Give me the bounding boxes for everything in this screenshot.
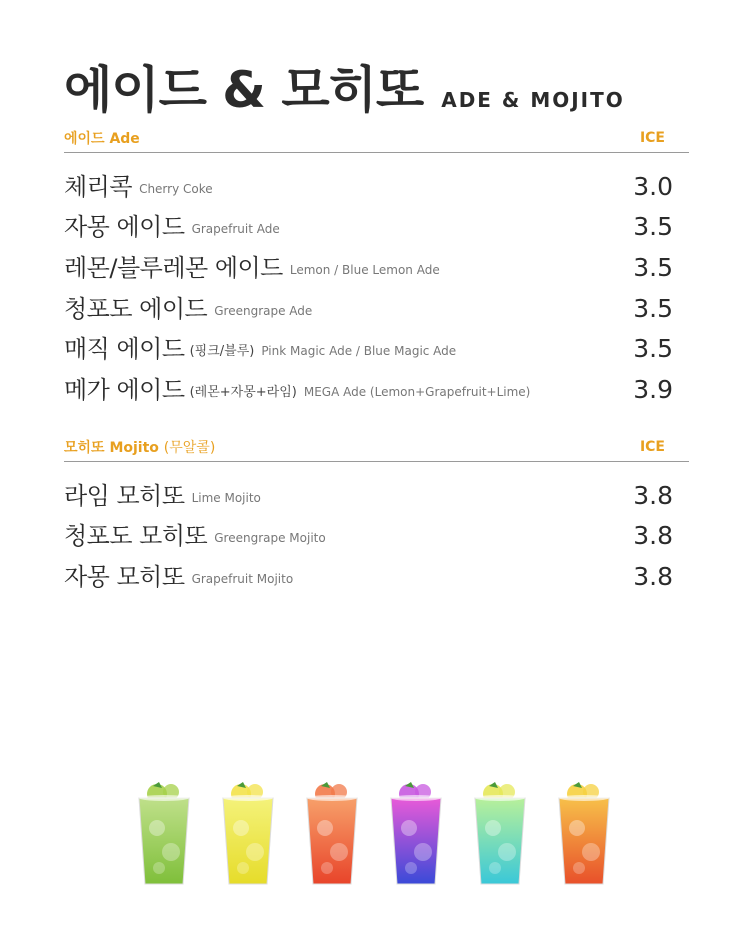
menu-item-name-en: Cherry Coke bbox=[139, 181, 213, 196]
menu-item bbox=[64, 511, 689, 552]
menu-item bbox=[64, 551, 689, 592]
ade-ice-column-label: ICE bbox=[639, 130, 665, 146]
ade-section-header bbox=[64, 128, 689, 153]
ade-title-ko: 에이드 bbox=[64, 131, 105, 147]
mojito-ice-column-label: ICE bbox=[639, 439, 665, 455]
menu-item-name-en: Lemon / Blue Lemon Ade bbox=[289, 263, 440, 278]
menu-item-option: (핑크/블루) bbox=[189, 344, 255, 360]
menu-item-name-en: Lime Mojito bbox=[191, 490, 261, 505]
menu-header bbox=[64, 50, 625, 122]
mojito-section bbox=[64, 437, 689, 592]
menu-item-name-ko: 매직 에이드 bbox=[64, 335, 185, 364]
menu-item bbox=[64, 202, 689, 243]
menu-item-name-en: Greengrape Mojito bbox=[214, 531, 326, 546]
menu-item-name-ko: 메가 에이드 bbox=[64, 376, 185, 405]
mojito-title-ko: 모히또 bbox=[64, 440, 105, 456]
menu-item-price: 3.0 bbox=[633, 171, 673, 201]
magic-ade-drink bbox=[387, 780, 445, 888]
menu-item bbox=[64, 161, 689, 202]
page-title-english: ADE & MOJITO bbox=[441, 88, 625, 112]
mojito-section-header bbox=[64, 437, 689, 462]
menu-item-price: 3.9 bbox=[633, 375, 673, 405]
menu-item-name-ko: 체리콕 bbox=[64, 172, 133, 201]
blue-lemon-ade-drink bbox=[471, 780, 529, 888]
menu-item-price: 3.5 bbox=[633, 334, 673, 364]
ade-title-en: Ade bbox=[109, 131, 140, 147]
drink-photo-strip bbox=[135, 780, 615, 890]
menu-item bbox=[64, 470, 689, 511]
mojito-title-en: Mojito bbox=[109, 440, 159, 456]
grapefruit-ade-drink bbox=[303, 780, 361, 888]
lime-mojito-drink bbox=[135, 780, 193, 888]
menu-item bbox=[64, 364, 689, 405]
ade-section-title bbox=[64, 128, 140, 148]
mojito-section-title bbox=[64, 437, 215, 457]
mojito-nonalcoholic-note: (무알콜) bbox=[163, 440, 216, 456]
menu-item-name-en: MEGA Ade (Lemon+Grapefruit+Lime) bbox=[303, 385, 531, 400]
menu-item-name-ko: 자몽 에이드 bbox=[64, 213, 185, 242]
menu-item-option: (레몬+자몽+라임) bbox=[189, 385, 297, 401]
menu-item-price: 3.5 bbox=[633, 253, 673, 283]
menu-item-name-ko: 라임 모히또 bbox=[64, 481, 185, 510]
menu-item-price: 3.8 bbox=[633, 521, 673, 551]
ade-item-list bbox=[64, 161, 689, 405]
menu-item-price: 3.8 bbox=[633, 562, 673, 592]
menu-item-name-en: Pink Magic Ade / Blue Magic Ade bbox=[261, 344, 457, 359]
menu-item-price: 3.8 bbox=[633, 480, 673, 510]
mega-ade-drink bbox=[555, 780, 613, 888]
mojito-item-list bbox=[64, 470, 689, 592]
menu-item-name-en: Grapefruit Mojito bbox=[191, 572, 294, 587]
menu-item-name-ko: 레몬/블루레몬 에이드 bbox=[64, 254, 283, 283]
menu-item-price: 3.5 bbox=[633, 293, 673, 323]
lemon-ade-drink bbox=[219, 780, 277, 888]
menu-item-name-ko: 청포도 모히또 bbox=[64, 522, 208, 551]
menu-item-name-ko: 자몽 모히또 bbox=[64, 563, 185, 592]
page-title: 에이드 & 모히또 bbox=[64, 61, 424, 119]
menu-item bbox=[64, 242, 689, 283]
menu-item bbox=[64, 324, 689, 365]
menu-item-name-en: Grapefruit Ade bbox=[191, 222, 280, 237]
menu-item-name-ko: 청포도 에이드 bbox=[64, 294, 208, 323]
menu-item bbox=[64, 283, 689, 324]
menu-item-price: 3.5 bbox=[633, 212, 673, 242]
ade-section bbox=[64, 128, 689, 405]
menu-item-name-en: Greengrape Ade bbox=[214, 303, 313, 318]
